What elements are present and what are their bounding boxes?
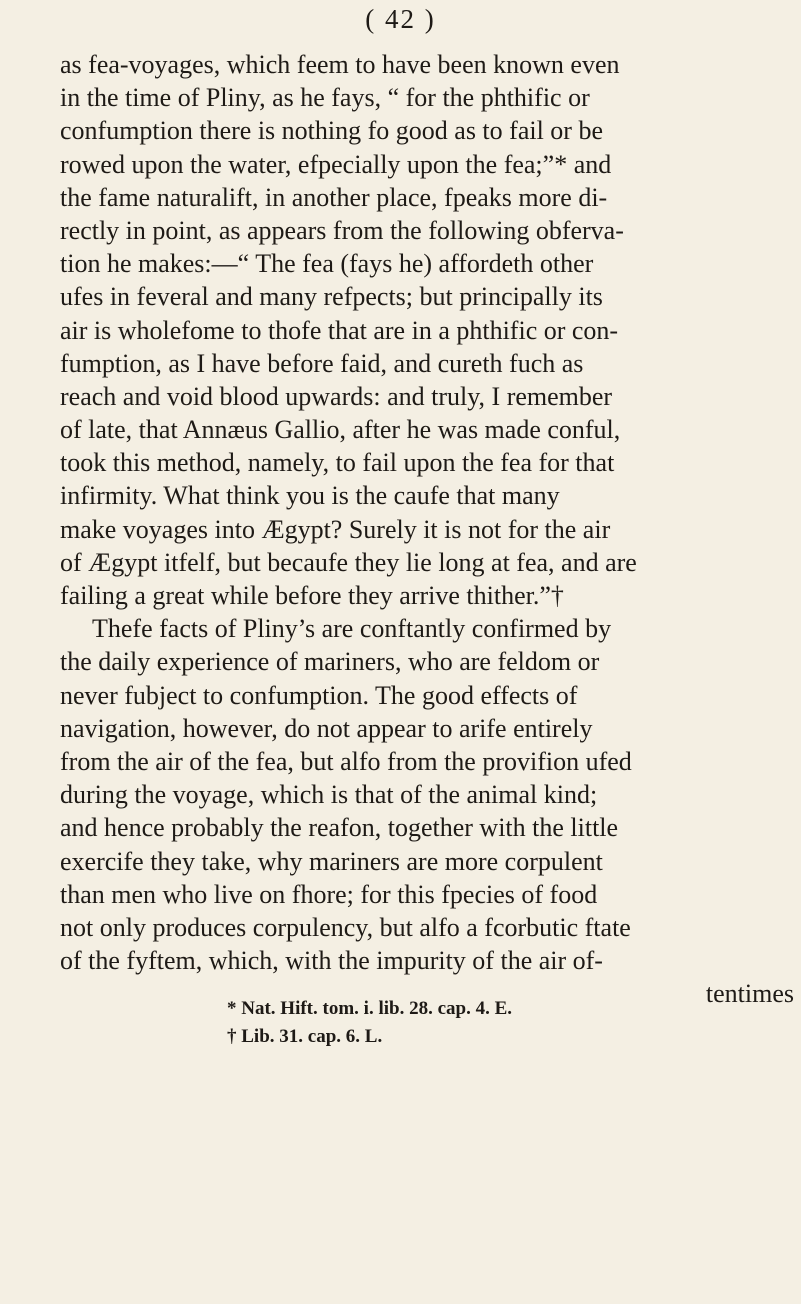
text-line: failing a great while before they arrive thither.”† [60, 581, 564, 610]
text-line: exercife they take, why mariners are more corpulent [60, 846, 603, 876]
text-line: of the fyftem, which, with the impurity of the air of- [60, 946, 603, 976]
page-number: ( 42 ) [365, 4, 436, 34]
text-line: air is wholefome to thofe that are in a phthific or con- [60, 315, 619, 345]
text-line: than men who live on fhore; for this fpecies of food [60, 879, 598, 909]
text-line: never fubject to confumption. The good effects of [60, 680, 578, 710]
text-line: in the time of Pliny, as he fays, “ for the phthific or [60, 83, 590, 113]
text-line: rectly in point, as appears from the following obferva- [60, 215, 624, 245]
text-line: of late, that Annæus Gallio, after he was made conful, [60, 415, 621, 445]
text-line: confumption there is nothing fo good as to fail or be [60, 116, 604, 146]
text-line: fumption, as I have before faid, and cureth fuch as [60, 348, 584, 378]
text-line: during the voyage, which is that of the animal kind; [60, 780, 598, 810]
text-line: not only produces corpulency, but alfo a fcorbutic ftate [60, 912, 631, 942]
text-line: of Ægypt itfelf, but becaufe they lie long at fea, and are [60, 547, 637, 577]
text-line: tion he makes:—“ The fea (fays he) affordeth other [60, 249, 594, 279]
footnotes [227, 995, 747, 1051]
catchword: tentimes [705, 979, 794, 1009]
text-line: as fea-voyages, which feem to have been known even [60, 50, 620, 79]
paragraph-start-line: Thefe facts of Pliny’s are conftantly confirmed by [92, 614, 612, 644]
text-line: the daily experience of mariners, who are feldom or [60, 647, 600, 677]
text-line: from the air of the fea, but alfo from the provifion ufed [60, 746, 632, 776]
text-line: took this method, namely, to fail upon the fea for that [60, 448, 615, 478]
text-line: and hence probably the reafon, together with the little [60, 813, 619, 843]
text-line: navigation, however, do not appear to arife entirely [60, 713, 593, 743]
text-line: reach and void blood upwards: and truly, I remember [60, 381, 613, 411]
text-line: the fame naturalift, in another place, fpeaks more di- [60, 182, 608, 212]
footnote: * Nat. Hift. tom. i. lib. 28. cap. 4. E. [227, 998, 512, 1019]
footnote: † Lib. 31. cap. 6. L. [227, 1026, 383, 1047]
text-line: make voyages into Ægypt? Surely it is not for the air [60, 514, 611, 544]
text-line: ufes in feveral and many refpects; but principally its [60, 282, 603, 312]
text-line: infirmity. What think you is the caufe that many [60, 481, 560, 511]
text-line: rowed upon the water, efpecially upon the fea;”* and [60, 149, 612, 179]
body-text [60, 48, 800, 1010]
